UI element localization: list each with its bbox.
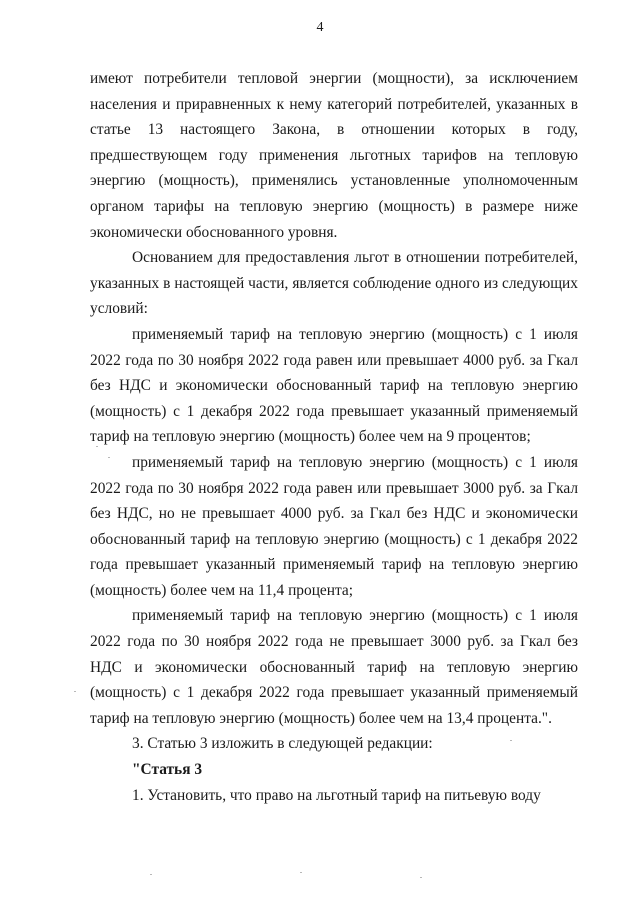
document-body <box>90 66 578 808</box>
scan-speck <box>108 457 110 458</box>
scan-speck <box>150 874 152 875</box>
condition-item-2: применяемый тариф на тепловую энергию (мощность) с 1 июля 2022 года по 30 ноября 2022 года равен или превышает 3000 руб. за Гкал без НДС, но не превышает 4000 руб. за Гкал без НДС и экономически обоснованный тариф на тепловую энергию (мощность) с 1 декабря 2022 года превышает указанный применяемый тариф на тепловую энергию (мощность) более чем на 11,4 процента; <box>90 453 578 599</box>
scan-speck <box>74 691 76 692</box>
page-number: 4 <box>316 20 324 35</box>
scan-speck <box>510 740 512 741</box>
article-paragraph-1: 1. Установить, что право на льготный тариф на питьевую воду <box>132 786 541 804</box>
article-heading: "Статья 3 <box>132 761 203 779</box>
amendment-instruction: 3. Статью 3 изложить в следующей редакции: <box>132 735 433 753</box>
scan-speck <box>420 877 422 878</box>
scan-speck <box>96 446 98 447</box>
condition-item-3: применяемый тариф на тепловую энергию (мощность) с 1 июля 2022 года по 30 ноября 2022 года не превышает 3000 руб. за Гкал без НДС и экономически обоснованный тариф на тепловую энергию (мощность) с 1 декабря 2022 года превышает указанный применяемый тариф на тепловую энергию (мощность) более чем на 13,4 процента.". <box>90 607 578 727</box>
scan-speck <box>300 872 302 873</box>
paragraph-continuation: имеют потребители тепловой энергии (мощности), за исключением населения и приравненных к нему категорий потребителей, указанных в статье 13 настоящего Закона, в отношении которых в году, предшествующем году применения льготных тарифов на тепловую энергию (мощность), применялись установленные уполномоченным органом тарифы на тепловую энергию (мощность) в размере ниже экономически обоснованного уровня. <box>90 70 578 241</box>
paragraph-grounds: Основанием для предоставления льгот в отношении потребителей, указанных в настоящей части, является соблюдение одного из следующих условий: <box>90 249 578 318</box>
condition-item-1: применяемый тариф на тепловую энергию (мощность) с 1 июля 2022 года по 30 ноября 2022 года равен или превышает 4000 руб. за Гкал без НДС и экономически обоснованный тариф на тепловую энергию (мощность) с 1 декабря 2022 года превышает указанный применяемый тариф на тепловую энергию (мощность) более чем на 9 процентов; <box>90 325 578 446</box>
